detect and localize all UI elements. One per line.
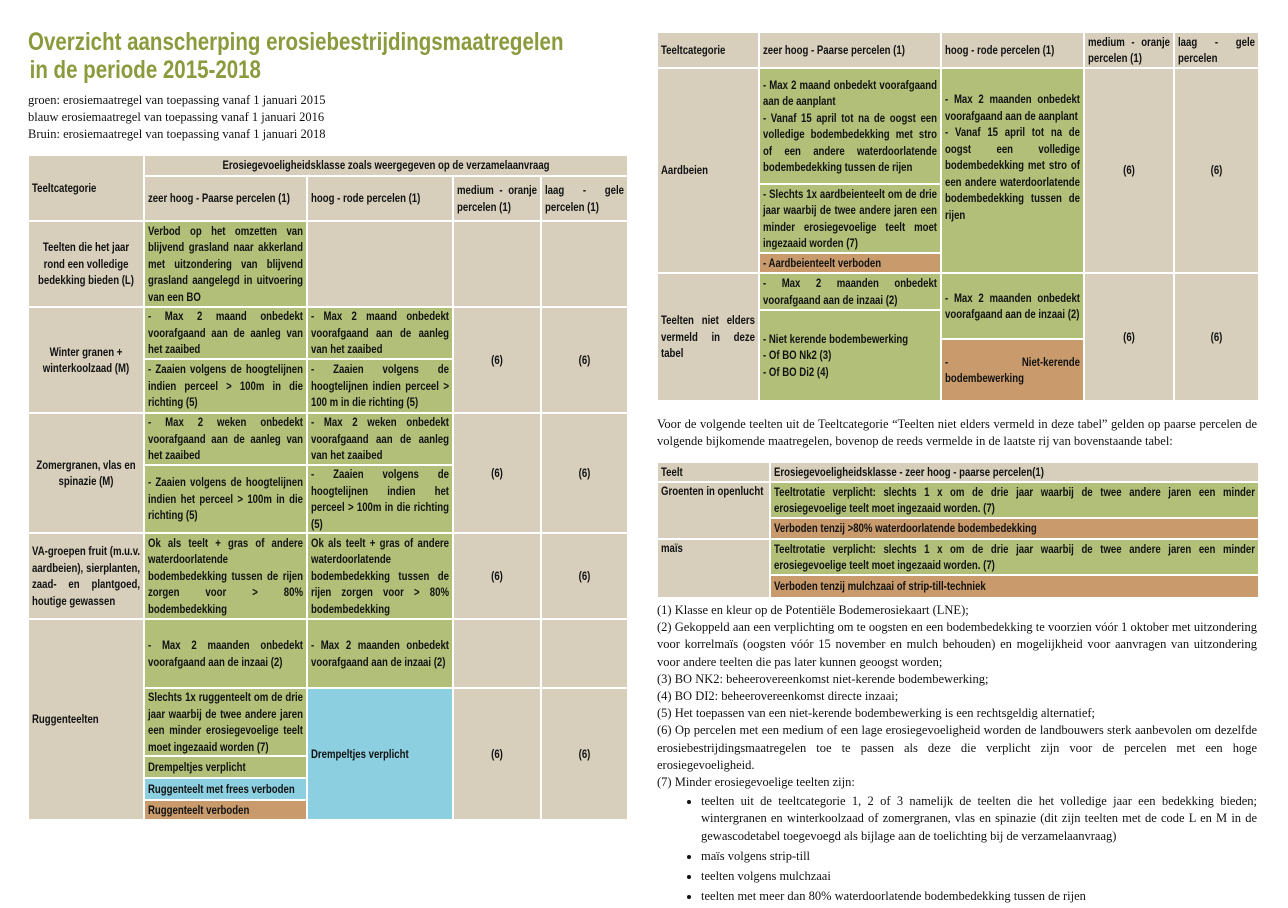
footnote-2: (2) Gekoppeld aan een verplichting om te oogsten en een bodembedekking te voorzien vóór 1 oktober met uitzondering voor korrelmaïs (oogsten vóór 15 november en mulch behouden) en mogelijkheid voor aanvragen van uitzondering voor andere teelten die pas later kunnen geoogst worden; <box>657 620 1257 669</box>
empty-cell <box>541 619 628 688</box>
table-row <box>657 482 1259 518</box>
cell-text: medium - oranje percelen (1) <box>457 183 537 214</box>
cell-text: Aardbeien <box>661 163 708 178</box>
recommendation-cell <box>1174 273 1259 401</box>
measure-cell <box>770 518 1259 539</box>
cell-text: Groenten in openlucht <box>661 484 764 498</box>
cell-text: - Max 2 maanden onbedekt voorafgaand aan de inzaai (2) <box>763 276 937 307</box>
measure-cell <box>144 465 307 533</box>
measure-cell <box>144 359 307 413</box>
header-hoog <box>941 32 1084 68</box>
cell-text: (6) <box>578 568 591 583</box>
recommendation-cell <box>453 688 541 820</box>
cell-text: (6) <box>578 746 591 761</box>
cell-text: - Zaaien volgens de hoogtelijnen indien perceel > 100 m in die richting (5) <box>311 362 449 410</box>
category-cell <box>28 619 144 820</box>
recommendation-cell <box>1084 273 1174 401</box>
measure-cell <box>307 533 453 619</box>
measure-cell <box>307 413 453 465</box>
category-cell <box>28 307 144 413</box>
cell-text: Teelten niet elders vermeld in deze tabel <box>661 313 755 361</box>
measure-cell <box>144 307 307 359</box>
cell-text: medium - oranje percelen (1) <box>1088 34 1170 65</box>
main-measures-table <box>27 154 629 821</box>
header-medium <box>1084 32 1174 68</box>
cell-text: laag - gele percelen (1) <box>545 183 624 214</box>
cell-text: - Zaaien volgens de hoogtelijnen indien het perceel > 100m in die richting (5) <box>311 467 449 531</box>
cell-text: Erosiegevoeligheidsklasse zoals weergegeven op de verzamelaanvraag <box>222 158 550 173</box>
footnote-4: (4) BO DI2: beheerovereenkomst directe inzaai; <box>657 689 899 704</box>
cell-text: - Max 2 weken onbedekt voorafgaand aan de aanleg van het zaaibed <box>148 415 303 463</box>
cell-text: Erosiegevoeligheidsklasse - zeer hoog - paarse percelen(1) <box>774 464 1044 479</box>
header-laag <box>541 176 628 221</box>
cell-text: VA-groepen fruit (m.u.v. aardbeien), sierplanten, zaad- en plantgoed, houtige gewassen <box>32 544 140 608</box>
measure-cell <box>759 68 941 184</box>
recommendation-cell <box>453 533 541 619</box>
measure-cell <box>941 273 1084 339</box>
cell-text: Verboden tenzij mulchzaai of strip-till-techniek <box>774 579 986 594</box>
header-teeltcategorie <box>28 155 144 221</box>
cell-text: - Slechts 1x aardbeienteelt om de drie jaar waarbij de twee andere jaren een minder erosiegevoelige teelt moet ingezaaid worden (7) <box>763 186 937 250</box>
recommendation-cell <box>541 688 628 820</box>
measure-cell <box>759 184 941 253</box>
category-cell <box>28 221 144 307</box>
cell-text: (6) <box>1123 163 1135 178</box>
recommendation-cell <box>541 307 628 413</box>
cell-text: (6) <box>1210 329 1223 344</box>
cell-text: (6) <box>491 568 503 583</box>
title-line-2: in de periode 2015-2018 <box>29 56 261 84</box>
header-hoog <box>307 176 453 221</box>
list-item: • teelten met meer dan 80% waterdoorlatende bodembedekking tussen de rijen <box>701 888 1257 905</box>
cell-text: laag - gele percelen <box>1178 34 1255 65</box>
cell-text: - Max 2 maand onbedekt voorafgaand aan de aanleg van het zaaibed <box>311 309 449 357</box>
cell-text: hoog - rode percelen (1) <box>945 42 1055 57</box>
cell-text: Teelt <box>661 464 683 479</box>
cell-text: hoog - rode percelen (1) <box>311 191 421 206</box>
legend-blue: blauw erosiemaatregel van toepassing vanaf 1 januari 2016 <box>28 110 325 124</box>
list-item: • maïs volgens strip-till <box>701 848 1257 865</box>
empty-cell <box>307 221 453 307</box>
legend-green: groen: erosiemaatregel van toepassing vanaf 1 januari 2015 <box>28 93 326 107</box>
measure-cell <box>144 221 307 307</box>
measure-cell <box>307 465 453 533</box>
cell-text: (6) <box>491 352 503 367</box>
category-cell <box>657 68 759 273</box>
recommendation-cell <box>541 413 628 533</box>
empty-cell <box>453 619 541 688</box>
measure-cell <box>307 307 453 359</box>
header-laag <box>1174 32 1259 68</box>
header-erosion-class <box>770 462 1259 482</box>
cell-text: - Max 2 maanden onbedekt voorafgaand aan de aanplant - Vanaf 15 april tot na de oogst een volledige bodembedekking met stro of een andere waterdoorlatende bodembedekking tussen de rijen <box>945 92 1080 222</box>
footnote-5: (5) Het toepassen van een niet-kerende bodembewerking is een rechtsgeldig alternatief; <box>657 706 1096 721</box>
cell-text: Ruggenteelt verboden <box>148 802 250 817</box>
measure-cell <box>144 756 307 778</box>
header-erosion-class <box>144 155 628 176</box>
cell-text: Drempeltjes verplicht <box>148 759 246 774</box>
footnotes <box>657 602 1257 908</box>
cell-text: - Max 2 maanden onbedekt voorafgaand aan de inzaai (2) <box>148 638 303 669</box>
list-item: • teelten uit de teeltcategorie 1, 2 of 3 namelijk de teelten die het volledige jaar een bedekking bieden; wintergranen en winterkoolzaad of zomergranen, vlas en spinazie (dit zijn teelten met de code L en M in de gewascodetabel toegevoegd als bijlage aan de toelichting bij de verzamelaanvraag) <box>701 793 1257 845</box>
cell-text: - Zaaien volgens de hoogtelijnen indien het perceel > 100m in die richting (5) <box>148 475 303 523</box>
aardbeien-table <box>656 31 1260 402</box>
measure-cell <box>144 619 307 688</box>
measure-cell <box>941 339 1084 401</box>
recommendation-cell <box>453 307 541 413</box>
measure-cell <box>759 273 941 310</box>
cell-text: (6) <box>1210 163 1223 178</box>
table-row <box>657 273 1259 310</box>
footnote-6: (6) Op percelen met een medium of een lage erosiegevoeligheid worden de landbouwers sterk aanbevolen om dezelfde erosiebestrijdingsmaatregelen toe te passen als deze die verplicht zijn voor de percelen met een hoge erosiegevoeligheid. <box>657 723 1257 772</box>
legend-brown: Bruin: erosiemaatregel van toepassing vanaf 1 januari 2018 <box>28 127 326 141</box>
cell-text: - Max 2 maand onbedekt voorafgaand aan de aanleg van het zaaibed <box>148 309 303 357</box>
measure-cell <box>144 688 307 756</box>
cell-text: Winter granen + winterkoolzaad (M) <box>42 344 130 375</box>
cell-text: maïs <box>661 541 683 555</box>
cell-text: - Zaaien volgens de hoogtelijnen indien perceel > 100m in die richting (5) <box>148 362 303 410</box>
category-cell <box>657 273 759 401</box>
measure-cell <box>144 413 307 465</box>
footnote-7: (7) Minder erosiegevoelige teelten zijn: <box>657 775 855 790</box>
list-item: • teelten volgens mulchzaai <box>701 868 1257 885</box>
measure-cell <box>144 800 307 820</box>
measure-cell <box>307 688 453 820</box>
cell-text: - Max 2 maanden onbedekt voorafgaand aan de inzaai (2) <box>945 290 1080 321</box>
cell-text: (6) <box>578 465 591 480</box>
category-cell <box>28 533 144 619</box>
cell-text: (6) <box>491 465 503 480</box>
measure-cell <box>144 778 307 800</box>
cell-text: Ok als teelt + gras of andere waterdoorlatende bodembedekking tussen de rijen zorgen voor > 80% bodembedekking <box>148 535 303 616</box>
cell-text: - Niet kerende bodembewerking - Of BO Nk2 (3) - Of BO Di2 (4) <box>763 331 909 379</box>
table-row <box>28 221 628 307</box>
recommendation-cell <box>453 413 541 533</box>
cell-text: - Aardbeienteelt verboden <box>763 255 882 270</box>
empty-cell <box>541 221 628 307</box>
recommendation-cell <box>1084 68 1174 273</box>
footnote-1: (1) Klasse en kleur op de Potentiële Bodemerosiekaart (LNE); <box>657 603 969 617</box>
header-medium <box>453 176 541 221</box>
header-teelt <box>657 462 770 482</box>
header-zeer-hoog <box>759 32 941 68</box>
cell-text: Drempeltjes verplicht <box>311 746 409 761</box>
cell-text: zeer hoog - Paarse percelen (1) <box>148 191 290 206</box>
measure-cell <box>307 359 453 413</box>
cell-text: Ok als teelt + gras of andere waterdoorlatende bodembedekking tussen de rijen zorgen voor > 80% bodembedekking <box>311 535 449 616</box>
measure-cell <box>307 619 453 688</box>
cell-text: Ruggenteelten <box>32 712 99 727</box>
cell-text: (6) <box>578 352 591 367</box>
category-cell <box>28 413 144 533</box>
header-zeer-hoog <box>144 176 307 221</box>
cell-text: - Max 2 weken onbedekt voorafgaand aan de aanleg van het zaaibed <box>311 415 449 463</box>
measure-cell <box>770 539 1259 575</box>
page-title <box>28 28 635 84</box>
category-cell <box>657 482 770 539</box>
recommendation-cell <box>541 533 628 619</box>
intro-paragraph: Voor de volgende teelten uit de Teeltcategorie “Teelten niet elders vermeld in deze tabel” gelden op paarse percelen de volgende bijkomende maatregelen, bovenop de reeds vermelde in de laatste rij van bovenstaande tabel: <box>657 417 1257 448</box>
table-row <box>657 539 1259 575</box>
measure-cell <box>759 253 941 273</box>
measure-cell <box>941 68 1084 273</box>
measure-cell <box>144 533 307 619</box>
color-legend <box>28 92 325 143</box>
table-row <box>28 307 628 359</box>
cell-text: - Niet-kerende bodembewerking <box>945 354 1080 385</box>
table-row <box>657 68 1259 184</box>
cell-text: Teelten die het jaar rond een volledige bedekking bieden (L) <box>37 240 134 288</box>
cell-text: Teeltrotatie verplicht: slechts 1 x om de drie jaar waarbij de twee andere jaren een minder erosiegevoelige teelt moet ingezaaid worden. (7) <box>774 484 1255 515</box>
category-cell <box>657 539 770 598</box>
cell-text: - Max 2 maanden onbedekt voorafgaand aan de inzaai (2) <box>311 638 449 669</box>
measure-cell <box>770 575 1259 598</box>
measure-cell <box>770 482 1259 518</box>
cell-text: Teeltrotatie verplicht: slechts 1 x om de drie jaar waarbij de twee andere jaren een minder erosiegevoelige teelt moet ingezaaid worden. (7) <box>774 541 1255 572</box>
recommendation-cell <box>1174 68 1259 273</box>
cell-text: Zomergranen, vlas en spinazie (M) <box>36 457 136 488</box>
empty-cell <box>453 221 541 307</box>
table-row <box>28 619 628 688</box>
extra-measures-table <box>656 461 1260 599</box>
cell-text: Ruggenteelt met frees verboden <box>148 781 295 796</box>
cell-text: Verboden tenzij >80% waterdoorlatende bodembedekking <box>774 521 1037 536</box>
cell-text: Teeltcategorie <box>32 180 97 195</box>
cell-text: Teeltcategorie <box>661 42 726 57</box>
title-line-1: Overzicht aanscherping erosiebestrijdingsmaatregelen <box>28 28 564 56</box>
cell-text: (6) <box>491 746 503 761</box>
measure-cell <box>759 310 941 401</box>
footnote-3: (3) BO NK2: beheerovereenkomst niet-kerende bodembewerking; <box>657 671 989 686</box>
table-row <box>28 413 628 465</box>
cell-text: Verbod op het omzetten van blijvend grasland naar akkerland met uitzondering van blijvend grasland aangelegd in uitvoering van een BO <box>148 223 303 304</box>
table-row <box>28 533 628 619</box>
cell-text: zeer hoog - Paarse percelen (1) <box>763 42 905 57</box>
cell-text: - Max 2 maand onbedekt voorafgaand aan de aanplant - Vanaf 15 april tot na de oogst een volledige bodembedekking met stro of een andere waterdoorlatende bodembedekking tussen de rijen <box>763 77 937 174</box>
footnote-7-list <box>657 793 1257 905</box>
cell-text: (6) <box>1123 329 1135 344</box>
cell-text: Slechts 1x ruggenteelt om de drie jaar waarbij de twee andere jaren een minder erosiegevoelige teelt moet ingezaaid worden (7) <box>148 690 303 754</box>
header-teeltcategorie <box>657 32 759 68</box>
